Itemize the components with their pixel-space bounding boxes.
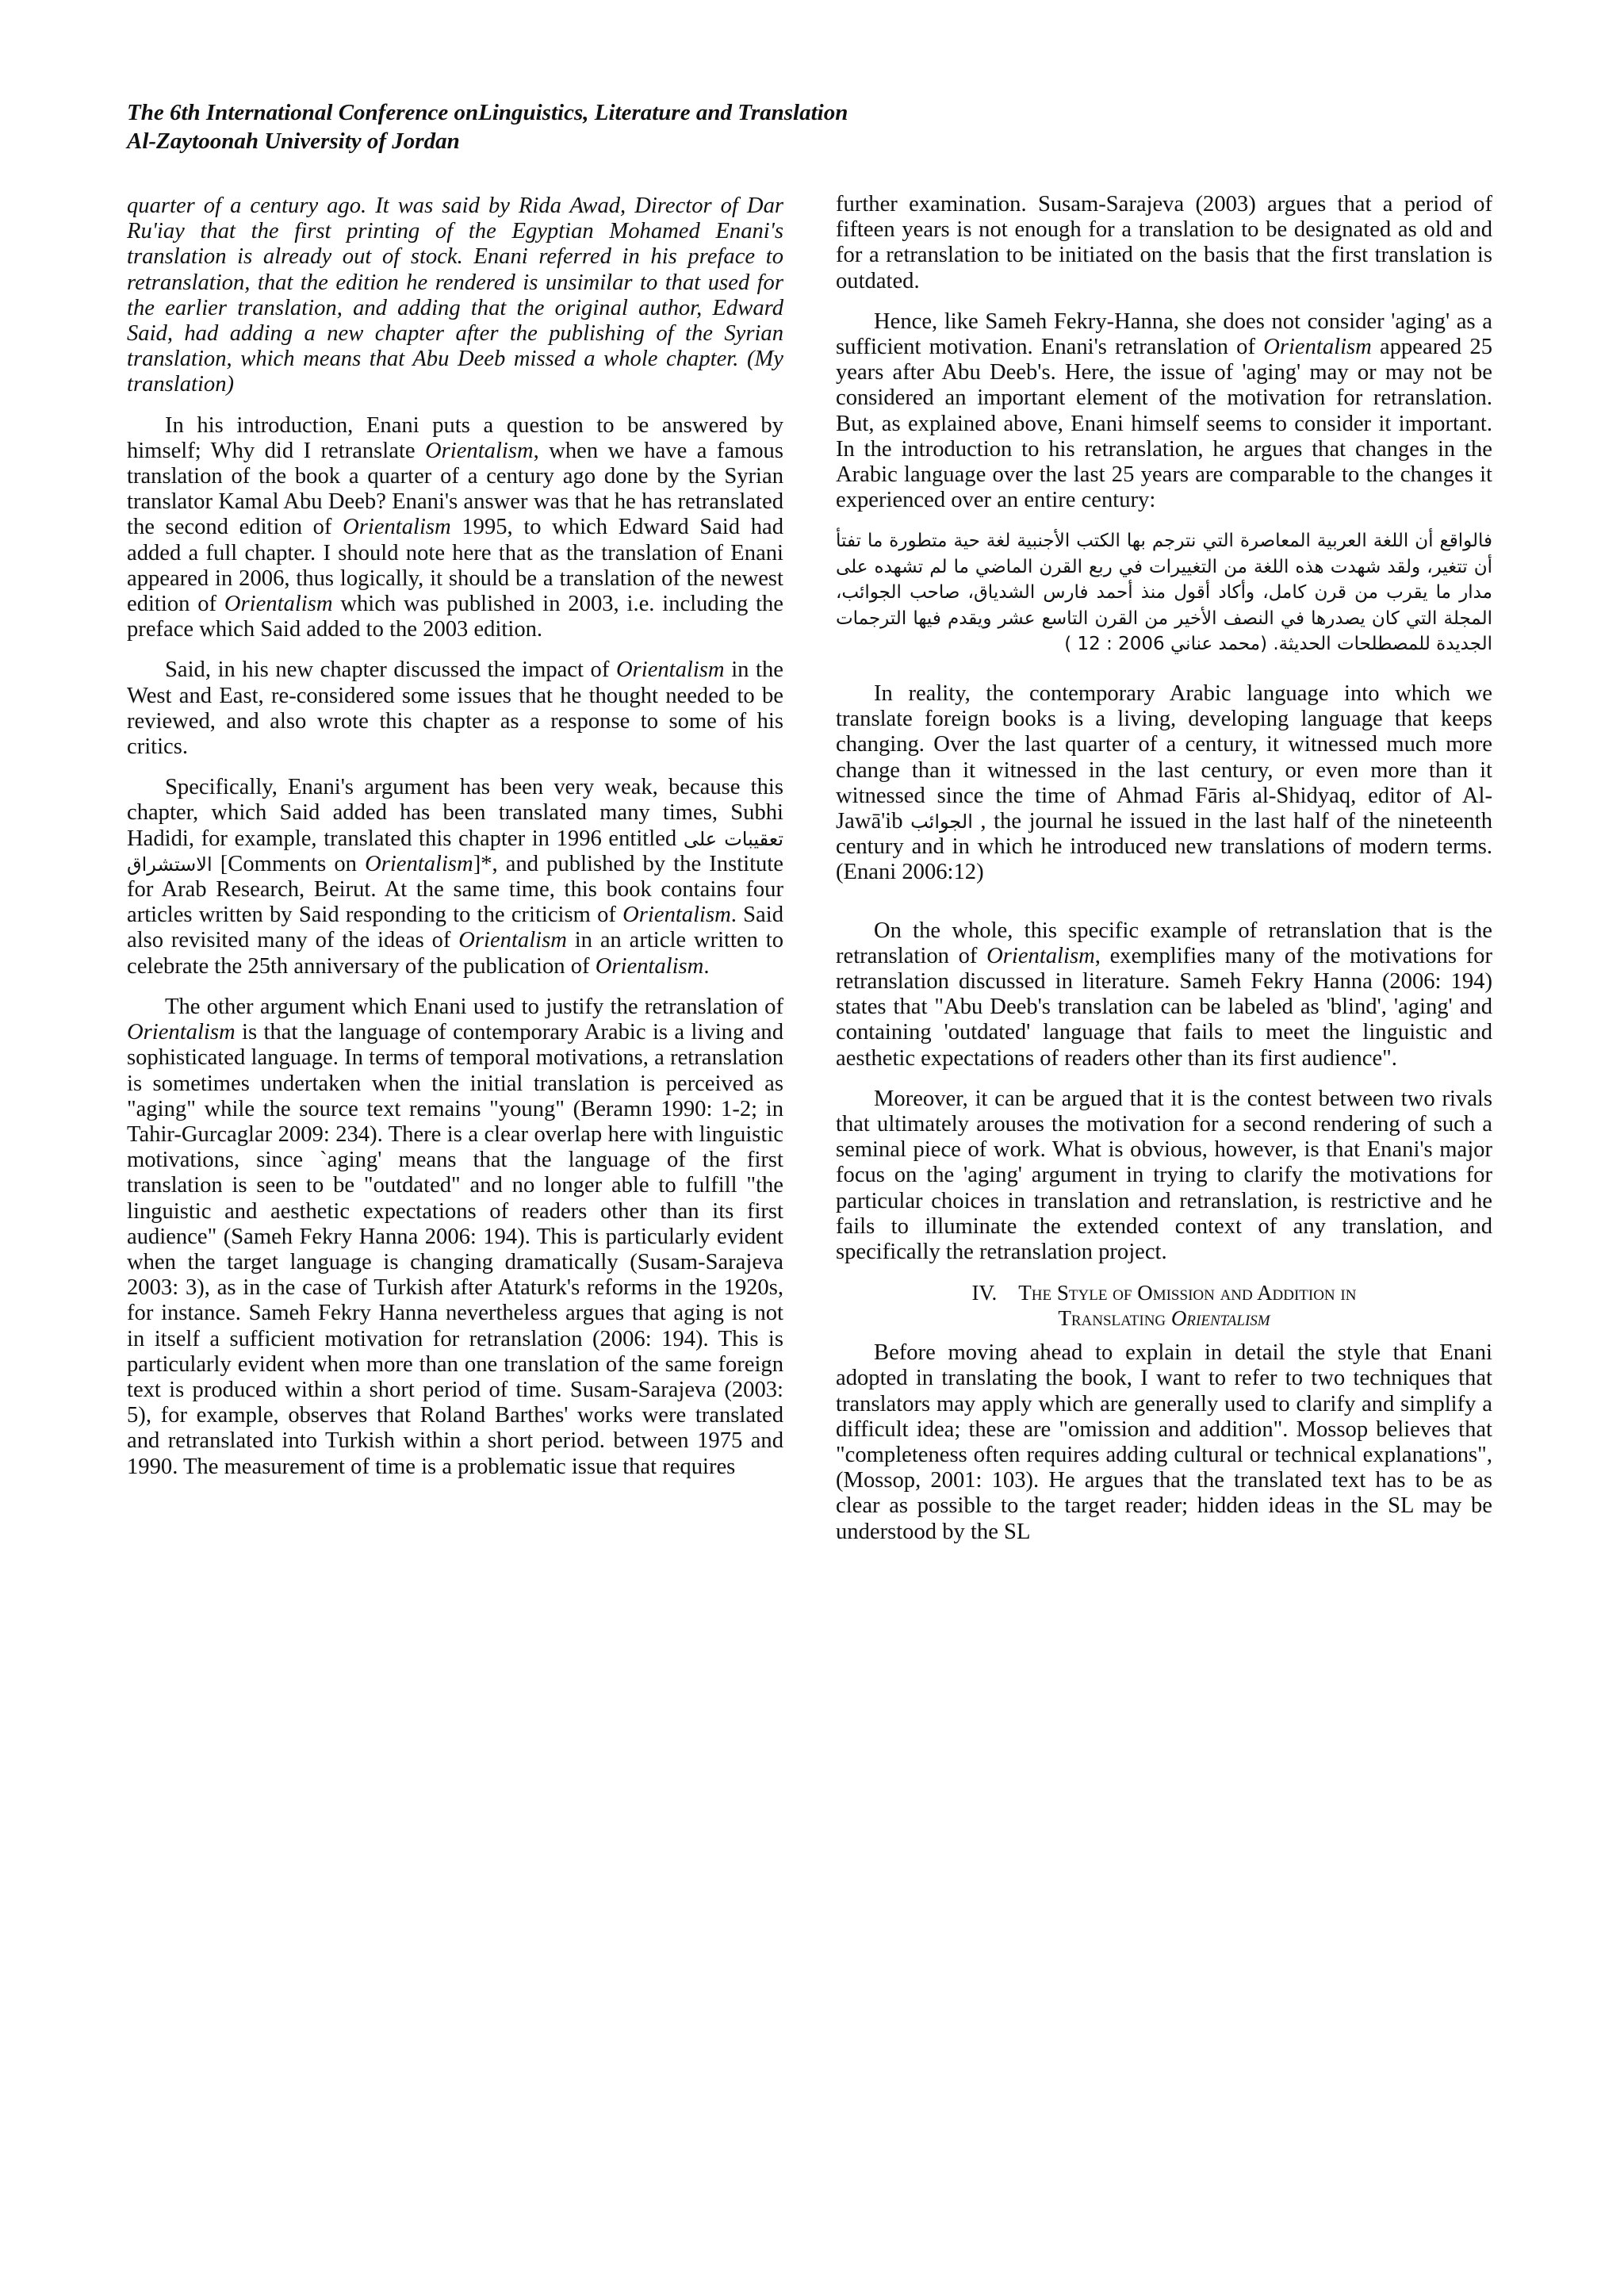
conference-title: The 6th International Conference onLinguistics, Literature and Translation xyxy=(127,100,848,125)
paragraph: In his introduction, Enani puts a question to be answered by himself; Why did I retranslate Orientalism, when we have a famous translation of the book a quarter of a century ago done by the Syrian translator Kamal Abu Deeb? Enani's answer was that he has retranslated the second edition of Orientalism 1995, to which Edward Said had added a full chapter. I should note here that as the translation of Enani appeared in 2006, thus logically, it should be a translation of the newest edition of Orientalism which was published in 2003, i.e. including the preface which Said added to the 2003 edition. xyxy=(127,412,784,642)
running-header xyxy=(127,98,1507,155)
paragraph: In reality, the contemporary Arabic language into which we translate foreign books is a living, developing language that keeps changing. Over the last quarter of a century, it witnessed much more change than it witnessed in the last century, or even more than it witnessed since the time of Ahmad Fāris al-Shidyaq, editor of Al-Jawā'ib الجوائب , the journal he issued in the last half of the nineteenth century and in which he introduced new translations of modern terms. (Enani 2006:12) xyxy=(836,680,1492,885)
paragraph: On the whole, this specific example of retranslation that is the retranslation of Orientalism, exemplifies many of the motivations for retranslation discussed in literature. Sameh Fekry Hanna (2006: 194) states that "Abu Deeb's translation can be labeled as 'blind', 'aging' and containing 'outdated' language that fails to meet the linguistic and aesthetic expectations of readers other than its first audience". xyxy=(836,918,1493,1071)
arabic-citation: (محمد عناني 2006 : 12 ) xyxy=(1064,634,1268,655)
university-name: Al-Zaytoonah University of Jordan xyxy=(127,128,460,154)
paragraph: Before moving ahead to explain in detail the style that Enani adopted in translating the book, I want to refer to two techniques that translators may apply which are generally used to clarify and simplify a difficult idea; these are "omission and addition". Mossop believes that "completeness often requires adding cultural or technical explanations", (Mossop, 2001: 103). He argues that the translated text has to be as clear as possible to the target reader; hidden ideas in the SL may be understood by the SL xyxy=(836,1340,1492,1544)
arabic-journal-name: الجوائب xyxy=(910,810,973,833)
paragraph: Hence, like Sameh Fekry-Hanna, she does not consider 'aging' as a sufficient motivation. Enani's retranslation of Orientalism appeared 25 years after Abu Deeb's. Here, the issue of 'aging' may or may not be considered an important element of the motivation for retranslation. But, as explained above, Enani himself seems to consider it important. In the introduction to his retranslation, he argues that changes in the Arabic language over the last 25 years are comparable to the changes it experienced over an entire century: xyxy=(836,309,1492,513)
section-number: IV. xyxy=(971,1281,998,1305)
paragraph: Specifically, Enani's argument has been very weak, because this chapter, which Said added has been translated many times, Subhi Hadidi, for example, translated this chapter in 1996 entitled تعقيبات على الاستشراق [Comments on Orientalism]*, and published by the Institute for Arab Research, Beirut. At the same time, this book contains four articles written by Said responding to the criticism of Orientalism. Said also revisited many of the ideas of Orientalism in an article written to celebrate the 25th anniversary of the publication of Orientalism. xyxy=(127,775,784,979)
paragraph: Said, in his new chapter discussed the impact of Orientalism in the West and East, re-considered some issues that he thought needed to be reviewed, and also wrote this chapter as a response to some of his critics. xyxy=(127,657,783,760)
right-column xyxy=(836,192,1492,1560)
section-title-line1: The Style of Omission and Addition in xyxy=(1018,1281,1357,1305)
paragraph: Moreover, it can be argued that it is the contest between two rivals that ultimately arouses the motivation for a second rendering of such a seminal piece of work. What is obvious, however, is that Enani's major focus on the 'aging' argument in trying to clarify the motivations for particular choices in translation and retranslation, is restrictive and he fails to illuminate the extended context of any translation, and specifically the retranslation project. xyxy=(836,1086,1492,1264)
paragraph: The other argument which Enani used to justify the retranslation of Orientalism is that the language of contemporary Arabic is a living and sophisticated language. In terms of temporal motivations, a retranslation is sometimes undertaken when the initial translation is perceived as "aging" while the source text remains "young" (Beramn 1990: 1-2; in Tahir-Gurcaglar 2009: 234). There is a clear overlap here with linguistic motivations, since `aging' means that the language of the first translation is seen to be "outdated" and no longer able to fulfill "the linguistic and aesthetic expectations of readers other than its first audience" (Sameh Fekry Hanna 2006: 194). This is particularly evident when the target language is changing dramatically (Susam-Sarajeva 2003: 3), as in the case of Turkish after Ataturk's reforms in the 1920s, for instance. Sameh Fekry Hanna nevertheless argues that aging is not in itself a sufficient motivation for retranslation (2006: 194). This is particularly evident when more than one translation of the same foreign text is produced within a short period of time. Susam-Sarajeva (2003: 5), for example, observes that Roland Barthes' works were translated and retranslated into Turkish within a short period. between 1975 and 1990. The measurement of time is a problematic issue that requires xyxy=(127,994,783,1479)
section-title-line2: Translating xyxy=(1058,1306,1171,1331)
left-column xyxy=(127,194,783,1495)
arabic-quote-text: فالواقع أن اللغة العربية المعاصرة التي نترجم بها الكتب الأجنبية لغة حية متطورة ما تفتأ أن تتغير، ولقد شهدت هذه اللغة من التغييرات في ربع القرن الماضي ما لم تشهده على مدار ما يقرب من قرن كامل، وأكاد أقول منذ أحمد فارس الشدياق، صاحب الجوائب، المجلة التي كان يصدرها في النصف الأخير من القرن التاسع عشر ويقدم فيها الترجمات الجديدة للمصطلحات الحديثة. xyxy=(836,531,1492,655)
arabic-title: تعقيبات على الاستشراق xyxy=(127,827,784,876)
paragraph: further examination. Susam-Sarajeva (2003) argues that a period of fifteen years is not enough for a translation to be designated as old and for a retranslation to be initiated on the basis that the first translation is outdated. xyxy=(836,192,1492,293)
section-heading: IV. The Style of Omission and Addition in Translating Orientalism xyxy=(971,1281,1357,1331)
arabic-block-quote xyxy=(836,528,1492,657)
translated-quote: quarter of a century ago. It was said by Rida Awad, Director of Dar Ru'iay that the first printing of the Egyptian Mohamed Enani's translation is already out of stock. Enani referred in his preface to retranslation, that the edition he rendered is unsimilar to that used for the earlier translation, and adding that the original author, Edward Said, had adding a new chapter after the publishing of the Syrian translation, which means that Abu Deeb missed a whole chapter. (My translation) xyxy=(127,194,783,397)
